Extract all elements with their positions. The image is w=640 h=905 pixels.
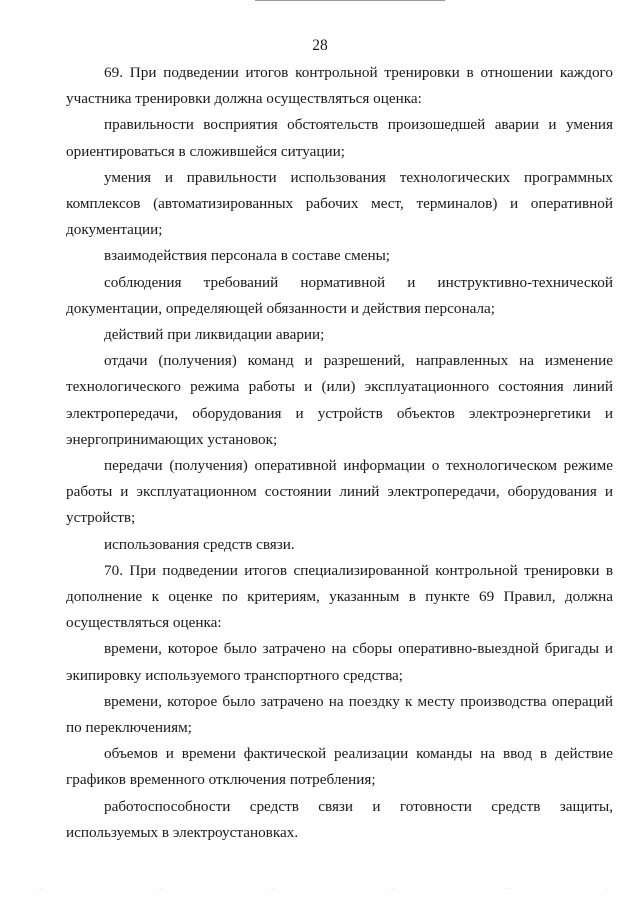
list-item: времени, которое было затрачено на сборы оперативно-выездной бригады и экипировку используемого транспортного средства; — [66, 640, 613, 684]
scan-mark: · — [606, 886, 608, 893]
scan-mark: · · — [505, 886, 511, 893]
list-item: правильности восприятия обстоятельств произошедшей аварии и умения ориентироваться в сложившейся ситуации; — [66, 116, 613, 160]
list-item: взаимодействия персонала в составе смены; — [104, 247, 391, 265]
list-item: работоспособности средств связи и готовности средств защиты, используемых в электроустановках. — [66, 797, 613, 841]
list-item: передачи (получения) оперативной информации о технологическом режиме работы и эксплуатационном состоянии линий электропередачи, оборудования и устройств; — [66, 457, 613, 527]
list-item: отдачи (получения) команд и разрешений, направленных на изменение технологического режима работы и (или) эксплуатационного состояния линий электропередачи, оборудования и устройств объектов электроэнергетики и энергопринимающих установок; — [66, 352, 613, 448]
list-item: действий при ликвидации аварии; — [104, 326, 325, 344]
paragraph-70: 70. При подведении итогов специализированной контрольной тренировки в дополнение к оценке по критериям, указанным в пункте 69 Правил, должна осуществляться оценка: — [66, 561, 613, 632]
scan-mark: · · — [36, 886, 42, 893]
list-item: соблюдения требований нормативной и инструктивно-технической документации, определяющей обязанности и действия персонала; — [66, 273, 613, 317]
page-number: 28 — [312, 37, 328, 54]
list-item: умения и правильности использования технологических программных комплексов (автоматизированных рабочих мест, терминалов) и оперативной документации; — [66, 168, 613, 239]
scan-mark: · · — [268, 886, 274, 893]
list-item: объемов и времени фактической реализации команды на ввод в действие графиков временного отключения потребления; — [66, 745, 613, 789]
scan-artifacts — [0, 886, 640, 898]
scan-mark: · · — [388, 886, 394, 893]
paragraph-69: 69. При подведении итогов контрольной тренировки в отношении каждого участника тренировки должна осуществляться оценка: — [66, 64, 613, 108]
list-item: времени, которое было затрачено на поездку к месту производства операций по переключениям; — [66, 692, 613, 737]
list-item: использования средств связи. — [104, 535, 295, 553]
document-body — [66, 60, 613, 846]
scan-mark: · · — [156, 886, 162, 893]
top-rule — [255, 0, 445, 1]
